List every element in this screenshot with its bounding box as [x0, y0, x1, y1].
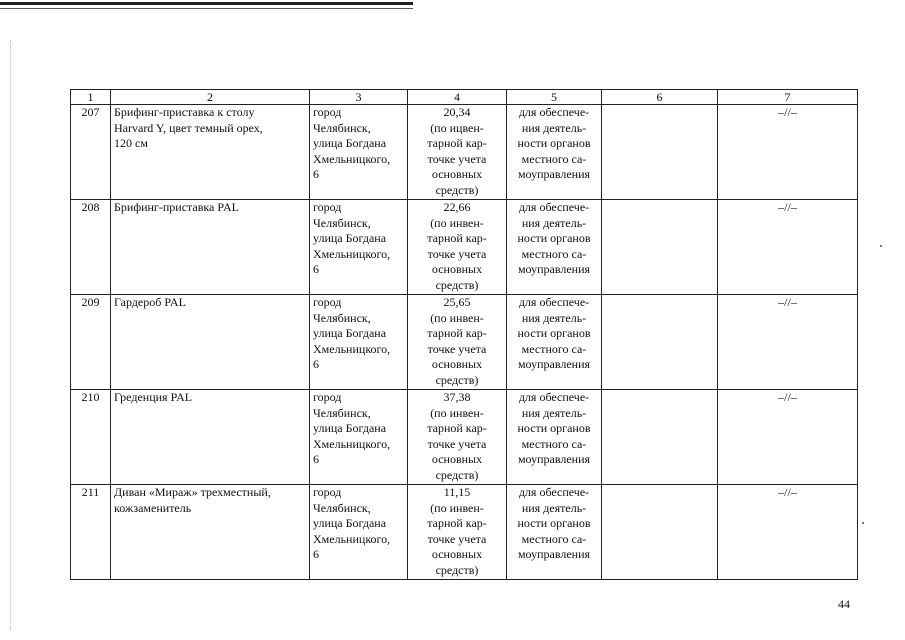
- item-col7: –//–: [718, 485, 858, 580]
- top-rule: [0, 2, 413, 5]
- column-header-5: 5: [507, 90, 602, 105]
- item-purpose: для обеспече- ния деятель- ности органов местного са- моуправления: [507, 485, 602, 580]
- item-col6: [602, 105, 718, 200]
- table-row: [71, 485, 858, 580]
- row-number: 207: [71, 105, 111, 200]
- item-col7: –//–: [718, 295, 858, 390]
- item-address: город Челябинск, улица Богдана Хмельницкого, 6: [310, 295, 408, 390]
- column-header-3: 3: [310, 90, 408, 105]
- table-row: [71, 295, 858, 390]
- column-header-2: 2: [111, 90, 310, 105]
- item-value: 20,34 (по ицвен- тарной кар- точке учета основных средств): [408, 105, 507, 200]
- item-col7: –//–: [718, 105, 858, 200]
- item-col6: [602, 485, 718, 580]
- item-purpose: для обеспече- ния деятель- ности органов местного са- моуправления: [507, 295, 602, 390]
- item-col6: [602, 390, 718, 485]
- row-number: 211: [71, 485, 111, 580]
- scan-speck: [880, 245, 882, 247]
- item-purpose: для обеспече- ния деятель- ности органов местного са- моуправления: [507, 105, 602, 200]
- item-value: 25,65 (по инвен- тарной кар- точке учета основных средств): [408, 295, 507, 390]
- item-col6: [602, 295, 718, 390]
- scan-edge-marks: [10, 40, 12, 630]
- row-number: 209: [71, 295, 111, 390]
- item-value: 11,15 (по инвен- тарной кар- точке учета основных средств): [408, 485, 507, 580]
- item-address: город Челябинск, улица Богдана Хмельницкого, 6: [310, 200, 408, 295]
- item-address: город Челябинск, улица Богдана Хмельницкого, 6: [310, 390, 408, 485]
- item-value: 22,66 (по инвен- тарной кар- точке учета основных средств): [408, 200, 507, 295]
- item-value: 37,38 (по инвен- тарной кар- точке учета основных средств): [408, 390, 507, 485]
- table-header-row: [71, 90, 858, 105]
- item-name: Брифинг-приставка к столу Harvard Y, цвет темный орех, 120 см: [111, 105, 310, 200]
- column-header-7: 7: [718, 90, 858, 105]
- page-number: 44: [838, 597, 850, 611]
- item-address: город Челябинск, улица Богдана Хмельницкого, 6: [310, 105, 408, 200]
- top-rule-thin: [0, 8, 413, 9]
- item-name: Греденция PAL: [111, 390, 310, 485]
- row-number: 210: [71, 390, 111, 485]
- column-header-6: 6: [602, 90, 718, 105]
- row-number: 208: [71, 200, 111, 295]
- property-table: [70, 89, 858, 580]
- table-row: [71, 105, 858, 200]
- item-name: Брифинг-приставка PAL: [111, 200, 310, 295]
- item-name: Гардероб PAL: [111, 295, 310, 390]
- table-row: [71, 390, 858, 485]
- item-purpose: для обеспече- ния деятель- ности органов местного са- моуправления: [507, 390, 602, 485]
- item-col6: [602, 200, 718, 295]
- item-col7: –//–: [718, 200, 858, 295]
- column-header-4: 4: [408, 90, 507, 105]
- item-purpose: для обеспече- ния деятель- ности органов местного са- моуправления: [507, 200, 602, 295]
- item-col7: –//–: [718, 390, 858, 485]
- scan-speck: [862, 522, 864, 524]
- item-address: город Челябинск, улица Богдана Хмельницкого, 6: [310, 485, 408, 580]
- column-header-1: 1: [71, 90, 111, 105]
- table-row: [71, 200, 858, 295]
- item-name: Диван «Мираж» трехместный, кожзаменитель: [111, 485, 310, 580]
